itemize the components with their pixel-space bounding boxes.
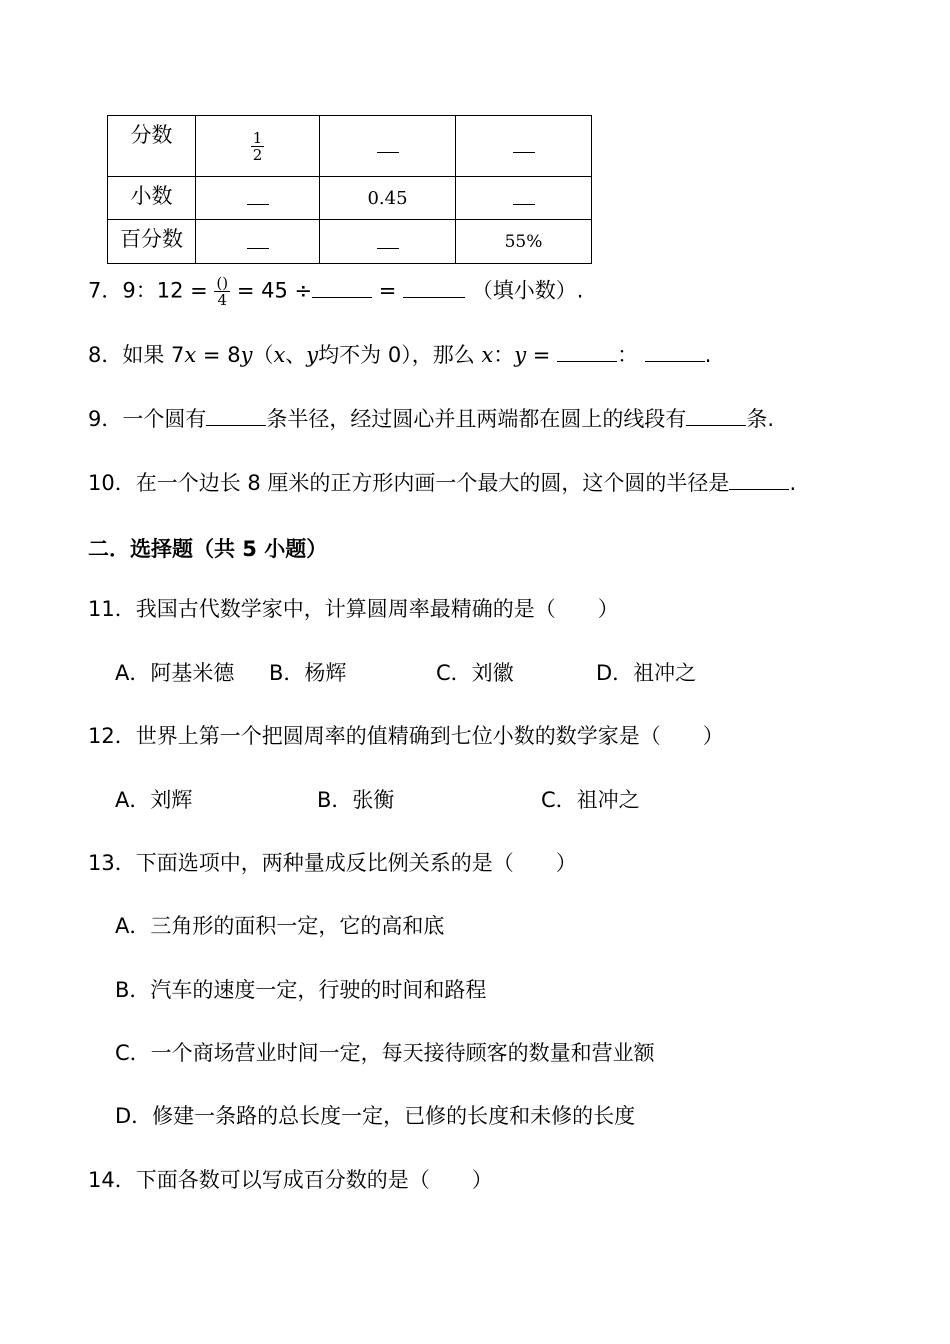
blank-dash (247, 194, 269, 205)
table-cell-blank (320, 116, 456, 177)
blank-dash (513, 142, 535, 153)
q13-option-a[interactable]: A．三角形的面积一定，它的高和底 (115, 914, 445, 938)
conversion-table (107, 115, 592, 264)
table-cell-blank (196, 177, 320, 220)
question-9: 9．一个圆有 条半径，经过圆心并且两端都在圆上的线段有 条. (88, 407, 775, 431)
q13-option-b[interactable]: B．汽车的速度一定，行驶的时间和路程 (115, 978, 487, 1002)
table-header-fraction: 分数 (108, 116, 196, 177)
q12-option-a[interactable]: A．刘辉 (115, 788, 193, 812)
q13-option-d[interactable]: D．修建一条路的总长度一定，已修的长度和未修的长度 (115, 1104, 636, 1128)
question-12-stem: 12．世界上第一个把圆周率的值精确到七位小数的数学家是（ ） (88, 724, 724, 748)
answer-blank[interactable] (403, 277, 465, 298)
answer-blank[interactable] (645, 341, 705, 362)
table-header-decimal: 小数 (108, 177, 196, 220)
question-8: 8．如果 7x = 8y（x、y均不为 0），那么 x：y = ： . (88, 343, 712, 367)
question-13-stem: 13．下面选项中，两种量成反比例关系的是（ ） (88, 851, 577, 875)
q13-option-c[interactable]: C．一个商场营业时间一定，每天接待顾客的数量和营业额 (115, 1041, 655, 1065)
table-cell-blank (320, 220, 456, 264)
q11-option-c[interactable]: C．刘徽 (436, 661, 514, 685)
table-cell (196, 116, 320, 177)
question-11-stem: 11．我国古代数学家中，计算圆周率最精确的是（ ） (88, 597, 619, 621)
q11-option-d[interactable]: D．祖冲之 (596, 661, 697, 685)
table-cell: 0.45 (320, 177, 456, 220)
section-title-choice: 二．选择题（共 5 小题） (88, 537, 328, 561)
answer-blank[interactable] (686, 405, 746, 426)
table-cell-blank (456, 116, 592, 177)
q11-option-a[interactable]: A．阿基米德 (115, 661, 235, 685)
question-7: 7．9：12 = $\frac{()}{4}$ = 45 ÷ = （填小数）. (88, 274, 584, 309)
answer-blank[interactable] (206, 405, 266, 426)
answer-blank[interactable] (312, 277, 372, 298)
table-header-percent: 百分数 (108, 220, 196, 264)
blank-dash (247, 238, 269, 249)
answer-blank[interactable] (557, 341, 617, 362)
fraction-half: $\frac{1}{2}$ (252, 128, 263, 164)
table-cell-blank (456, 177, 592, 220)
question-14-stem: 14．下面各数可以写成百分数的是（ ） (88, 1168, 493, 1192)
q12-option-c[interactable]: C．祖冲之 (541, 788, 640, 812)
fraction-blank-over-4: $\frac{()}{4}$ (216, 274, 229, 309)
q12-option-b[interactable]: B．张衡 (317, 788, 395, 812)
table-cell-blank (196, 220, 320, 264)
blank-dash (513, 194, 535, 205)
answer-blank[interactable] (729, 469, 789, 490)
blank-dash (377, 142, 399, 153)
question-10: 10．在一个边长 8 厘米的正方形内画一个最大的圆，这个圆的半径是 . (88, 471, 797, 495)
blank-dash (377, 238, 399, 249)
q11-option-b[interactable]: B．杨辉 (269, 661, 347, 685)
table-cell: 55% (456, 220, 592, 264)
